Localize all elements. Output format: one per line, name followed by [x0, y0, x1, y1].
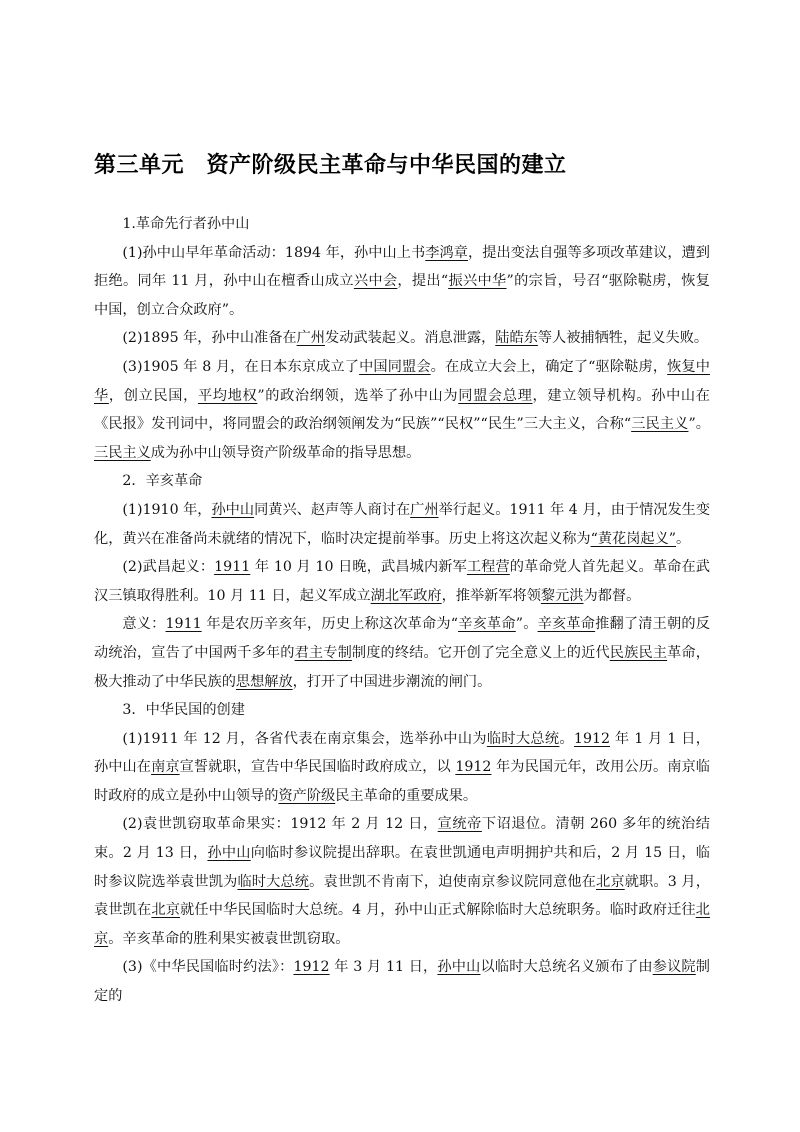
underlined-term: 北京: [596, 873, 625, 890]
underlined-term: 孙中山: [207, 845, 251, 862]
text-run: (1)孙中山早年革命活动：1894 年，孙中山上书: [122, 244, 426, 261]
section-heading: [94, 210, 710, 239]
underlined-term: 临时大总统: [486, 730, 560, 747]
underlined-term: 临时大总统: [237, 873, 310, 890]
text-run: 以临时大总统名义颁布了由: [480, 959, 653, 976]
underlined-term: 黎元洪: [540, 587, 584, 604]
text-run: 就任中华民国临时大总统。4 月，孙中山正式解除临时大总统职务。临时政府迁往: [180, 902, 696, 919]
text-run: 。在成立大会上，确定了“驱除鞑虏，: [430, 358, 668, 375]
underlined-term: 宣统帝: [437, 816, 482, 833]
text-run: 3．中华民国的创建: [122, 702, 245, 719]
underlined-term: 广州: [410, 501, 439, 518]
paragraph: [94, 725, 710, 811]
underlined-term: 北京: [94, 902, 710, 947]
underlined-term: 陆皓东: [495, 330, 538, 347]
underlined-term: 民族民主: [609, 644, 668, 661]
text-run: 成为孙中山领导资产阶级革命的指导思想。: [150, 444, 421, 461]
paragraph: [94, 953, 710, 1010]
text-run: 同黄兴、赵声等人商讨在: [254, 501, 411, 518]
text-run: ，提出变法自强等多项改革建议，遭到拒绝。同年 11 月，孙中山在檀香山成立: [94, 244, 710, 290]
text-run: ”的政治纲领，选举了孙中山为: [257, 387, 459, 404]
paragraph: [94, 810, 710, 953]
text-run: ”。: [688, 416, 710, 433]
paragraph: [94, 553, 710, 610]
text-run: (1)1911 年 12 月，各省代表在南京集会，选举孙中山为: [122, 730, 487, 747]
underlined-term: 湖北军政府: [370, 587, 442, 604]
text-run: 制度的终结。它开创了完全意义上的近代: [351, 644, 610, 661]
underlined-term: 广州: [296, 330, 325, 347]
text-run: 的革命党人首先起义。革命在武汉三镇取得胜利。10 月 11 日，起义军成立: [94, 559, 710, 604]
text-run: (2)武昌起义：: [122, 559, 215, 576]
underlined-term: 振兴中华: [448, 273, 507, 290]
text-run: ，打开了中国进步潮流的闸门。: [292, 673, 492, 690]
text-run: 。: [676, 530, 691, 547]
underlined-term: 三民主义: [94, 444, 151, 461]
underlined-term: 平均地权: [197, 387, 258, 404]
text-run: 年是农历辛亥年，历史上称这次革命为“: [201, 616, 459, 633]
text-run: 宣誓就职，宣告中华民国临时政府成立，以: [179, 759, 456, 776]
text-run: 民主革命的重要成果。: [335, 787, 478, 804]
document-body: [94, 210, 710, 1011]
underlined-term: 参议院: [652, 959, 696, 976]
underlined-term: 辛亥革命: [458, 616, 516, 633]
underlined-term: 1911: [165, 616, 202, 633]
text-run: 等人被捕牺牲，起义失败。: [537, 330, 709, 347]
underlined-term: 资产阶级: [278, 787, 336, 804]
text-run: 为都督。: [583, 587, 641, 604]
underlined-term: 1911: [214, 559, 251, 576]
text-run: 1.革命先行者孙中山: [122, 216, 250, 232]
text-run: 年 3 月 11 日，: [329, 959, 438, 976]
underlined-term: 兴中会: [353, 273, 398, 290]
paragraph: [94, 496, 710, 553]
text-run: 发动武装起义。消息泄露，: [325, 330, 496, 347]
text-run: (2)1895 年，孙中山准备在: [122, 330, 297, 347]
text-run: 向临时参议院提出辞职。在袁世凯通电声明拥护共和后，2 月 15 日，临时参议院选举袁世凯为: [94, 845, 710, 890]
text-run: (2)袁世凯窃取革命果实：1912 年 2 月 12 日，: [122, 816, 438, 833]
text-run: ，建立领导机构。孙中山在《民报》发刊词中，将同盟会的政治纲领阐发为“民族”“民权”“民生”三大主义，合称“: [94, 387, 710, 433]
underlined-term: 1912: [573, 730, 611, 747]
text-run: 革命，极大推动了中华民族的: [94, 644, 710, 690]
text-run: 。辛亥革命的胜利果实被袁世凯窃取。: [108, 930, 350, 947]
text-run: ”的宗旨，号召“驱除鞑虏，恢复中国，创立合众政府”。: [94, 273, 710, 318]
underlined-term: 君主专制: [294, 644, 352, 661]
text-run: ，提出“: [397, 273, 449, 290]
text-run: (1)1910 年，: [122, 501, 212, 518]
text-run: 意义：: [122, 616, 166, 633]
section-heading: [94, 696, 710, 725]
text-run: ，推举新军将领: [441, 587, 541, 604]
paragraph: [94, 324, 710, 353]
text-run: 就职。3 月，袁世凯在: [94, 873, 710, 919]
section-heading: [94, 467, 710, 496]
underlined-term: 1912: [455, 759, 492, 776]
text-run: 年 10 月 10 日晚，武昌城内新军: [250, 559, 467, 576]
paragraph: [94, 610, 710, 696]
text-run: (3)1905 年 8 月，在日本东京成立了: [122, 358, 360, 375]
text-run: 2．辛亥革命: [122, 473, 203, 490]
text-run: 制定的: [94, 959, 710, 1005]
underlined-term: 南京: [151, 759, 180, 776]
paragraph: [94, 239, 710, 325]
text-run: 年 1 月 1 日，孙中山在: [94, 730, 710, 776]
underlined-term: 北京: [151, 902, 181, 919]
text-run: 下诏退位。清朝 260 多年的统治结束。2 月 13 日，: [94, 816, 710, 862]
text-run: ，创立民国，: [108, 387, 198, 404]
underlined-term: 同盟会总理: [458, 387, 533, 404]
text-run: 举行起义。1911 年 4 月，由于情况发生变化，黄兴在准备尚未就绪的情况下，临时决定提前举事。历史上将这次起义称为: [94, 501, 711, 547]
underlined-term: 工程营: [466, 559, 510, 576]
underlined-term: 思想解放: [235, 673, 293, 690]
page-title: 第三单元 资产阶级民主革命与中华民国的建立: [94, 153, 567, 178]
underlined-term: 1912: [293, 959, 330, 976]
underlined-term: 三民主义: [631, 416, 689, 433]
underlined-term: 孙中山: [211, 501, 255, 518]
text-run: 年为民国元年，改用公历。南京临时政府的成立是孙中山领导的: [94, 759, 710, 804]
text-run: ”。: [515, 616, 538, 633]
underlined-term: 恢复中华: [94, 358, 710, 404]
underlined-term: “黄花岗起义”: [590, 530, 677, 547]
underlined-term: 孙中山: [437, 959, 481, 976]
paragraph: [94, 353, 710, 467]
text-run: (3)《中华民国临时约法》：: [122, 959, 294, 976]
text-run: 。袁世凯不肯南下，迫使南京参议院同意他在: [309, 873, 597, 890]
text-run: 推翻了清王朝的反动统治，宣告了中国两千多年的: [94, 616, 710, 661]
text-run: 。: [559, 730, 574, 747]
underlined-term: 中国同盟会: [359, 358, 431, 375]
underlined-term: 李鸿章: [425, 244, 468, 261]
underlined-term: 辛亥革命: [537, 616, 596, 633]
